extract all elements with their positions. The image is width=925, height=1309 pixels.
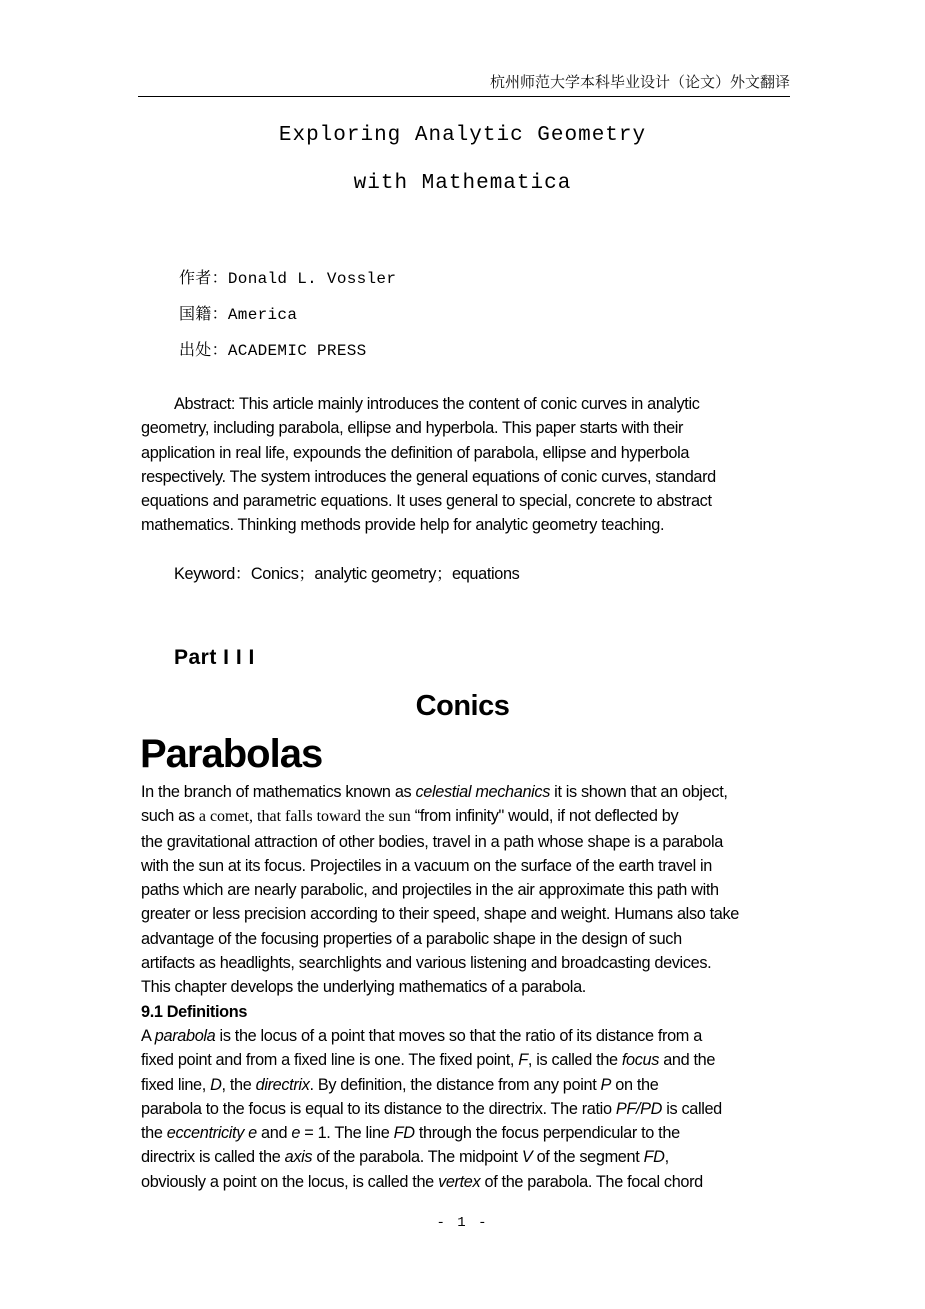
source-line: [179, 337, 367, 360]
keywords: [141, 562, 793, 586]
header-rule: [138, 96, 790, 97]
intro-line: [141, 780, 793, 804]
italic-term: PF/PD: [615, 1099, 663, 1118]
text-run: of the segment: [532, 1148, 644, 1167]
nationality-label: 国籍：: [179, 304, 228, 323]
section-title: Parabolas: [140, 732, 323, 776]
italic-term: focus: [621, 1051, 660, 1070]
italic-term: V: [521, 1148, 533, 1167]
text-run: on the: [611, 1075, 659, 1094]
author-value: Donald L. Vossler: [227, 270, 397, 288]
intro-line: paths which are nearly parabolic, and projectiles in the air approximate this path with: [141, 881, 719, 900]
definition-line: [141, 1170, 793, 1194]
abstract-line: respectively. The system introduces the general equations of conic curves, standard: [141, 467, 716, 486]
text-run: of the parabola. The focal chord: [480, 1172, 703, 1191]
italic-term: axis: [284, 1148, 313, 1167]
text-run: ,: [664, 1148, 669, 1167]
text-run: such as: [141, 807, 199, 826]
italic-term: eccentricity e: [166, 1124, 257, 1143]
text-run: , is called the: [527, 1051, 622, 1070]
nationality-value: America: [227, 306, 298, 324]
definitions-heading: 9.1 Definitions: [141, 1002, 248, 1021]
text-run: , the: [221, 1075, 256, 1094]
serif-run: a comet, that falls toward the sun: [198, 808, 415, 826]
abstract-line: Abstract: This article mainly introduces the content of conic curves in analytic: [174, 395, 700, 413]
italic-term: FD: [393, 1124, 415, 1143]
text-run: and the: [659, 1051, 716, 1070]
text-run: the: [141, 1124, 167, 1143]
italic-term: P: [600, 1075, 612, 1094]
text-run: and: [256, 1124, 292, 1143]
keyword-line: Keyword：Conics；analytic geometry；equations: [174, 565, 520, 583]
definition-line: [141, 1097, 793, 1121]
text-run: through the focus perpendicular to the: [414, 1124, 680, 1143]
text-run: of the parabola. The midpoint: [312, 1148, 522, 1167]
text-run: fixed line,: [141, 1075, 211, 1094]
text-run: In the branch of mathematics known as: [141, 783, 416, 801]
italic-term: D: [210, 1075, 222, 1094]
title-line-2: with Mathematica: [353, 172, 572, 195]
text-run: A: [141, 1026, 155, 1045]
italic-term: vertex: [438, 1172, 481, 1191]
italic-term: parabola: [154, 1026, 216, 1045]
abstract: [141, 392, 793, 538]
text-run: is the locus of a point that moves so that the ratio of its distance from a: [215, 1026, 702, 1045]
text-run: fixed point and from a fixed line is one. The fixed point,: [141, 1051, 519, 1070]
definition-line: [141, 1121, 793, 1145]
text-run: is called: [662, 1099, 722, 1118]
text-run: obviously a point on the locus, is called the: [141, 1172, 439, 1191]
intro-line: [141, 804, 793, 829]
part-label: Part I I I: [174, 646, 255, 669]
title-line-1: Exploring Analytic Geometry: [278, 124, 647, 147]
text-run: = 1. The line: [300, 1124, 394, 1143]
intro-line: advantage of the focusing properties of a parabolic shape in the design of such: [141, 929, 682, 948]
source-value: ACADEMIC PRESS: [227, 342, 367, 360]
intro-line: greater or less precision according to their speed, shape and weight. Humans also take: [141, 905, 739, 924]
abstract-line: equations and parametric equations. It uses general to special, concrete to abstract: [141, 492, 712, 511]
italic-term: directrix: [255, 1075, 310, 1094]
author-line: [179, 265, 396, 288]
intro-line: with the sun at its focus. Projectiles in a vacuum on the surface of the earth travel in: [141, 856, 713, 875]
intro-line: the gravitational attraction of other bodies, travel in a path whose shape is a parabola: [141, 832, 723, 851]
intro-line: artifacts as headlights, searchlights and various listening and broadcasting devices.: [141, 954, 712, 973]
page-number: - 1 -: [436, 1215, 489, 1231]
italic-term: F: [518, 1051, 528, 1070]
author-label: 作者：: [179, 268, 228, 287]
italic-term: e: [291, 1124, 301, 1143]
running-header: 杭州师范大学本科毕业设计（论文）外文翻译: [489, 73, 790, 91]
text-run: . By definition, the distance from any point: [309, 1075, 601, 1094]
source-label: 出处：: [179, 340, 228, 359]
abstract-line: application in real life, expounds the definition of parabola, ellipse and hyperbola: [141, 443, 690, 462]
text-run: it is shown that an object,: [550, 783, 728, 801]
definition-line: [141, 1048, 793, 1072]
abstract-line: mathematics. Thinking methods provide help for analytic geometry teaching.: [141, 516, 665, 535]
italic-term: celestial mechanics: [415, 783, 550, 801]
text-run: parabola to the focus is equal to its distance to the directrix. The ratio: [141, 1099, 616, 1118]
nationality-line: [179, 301, 297, 324]
chapter-title: Conics: [415, 690, 510, 722]
italic-term: FD: [643, 1148, 665, 1167]
abstract-line: geometry, including parabola, ellipse and hyperbola. This paper starts with their: [141, 419, 684, 438]
definition-line: [141, 1073, 793, 1097]
definition-line: [141, 1145, 793, 1169]
intro-line: This chapter develops the underlying mathematics of a parabola.: [141, 978, 586, 997]
text-run: “from infinity" would, if not deflected by: [414, 807, 679, 826]
intro-paragraph: [141, 780, 793, 1194]
definition-line: [141, 1024, 793, 1048]
text-run: directrix is called the: [141, 1148, 285, 1167]
